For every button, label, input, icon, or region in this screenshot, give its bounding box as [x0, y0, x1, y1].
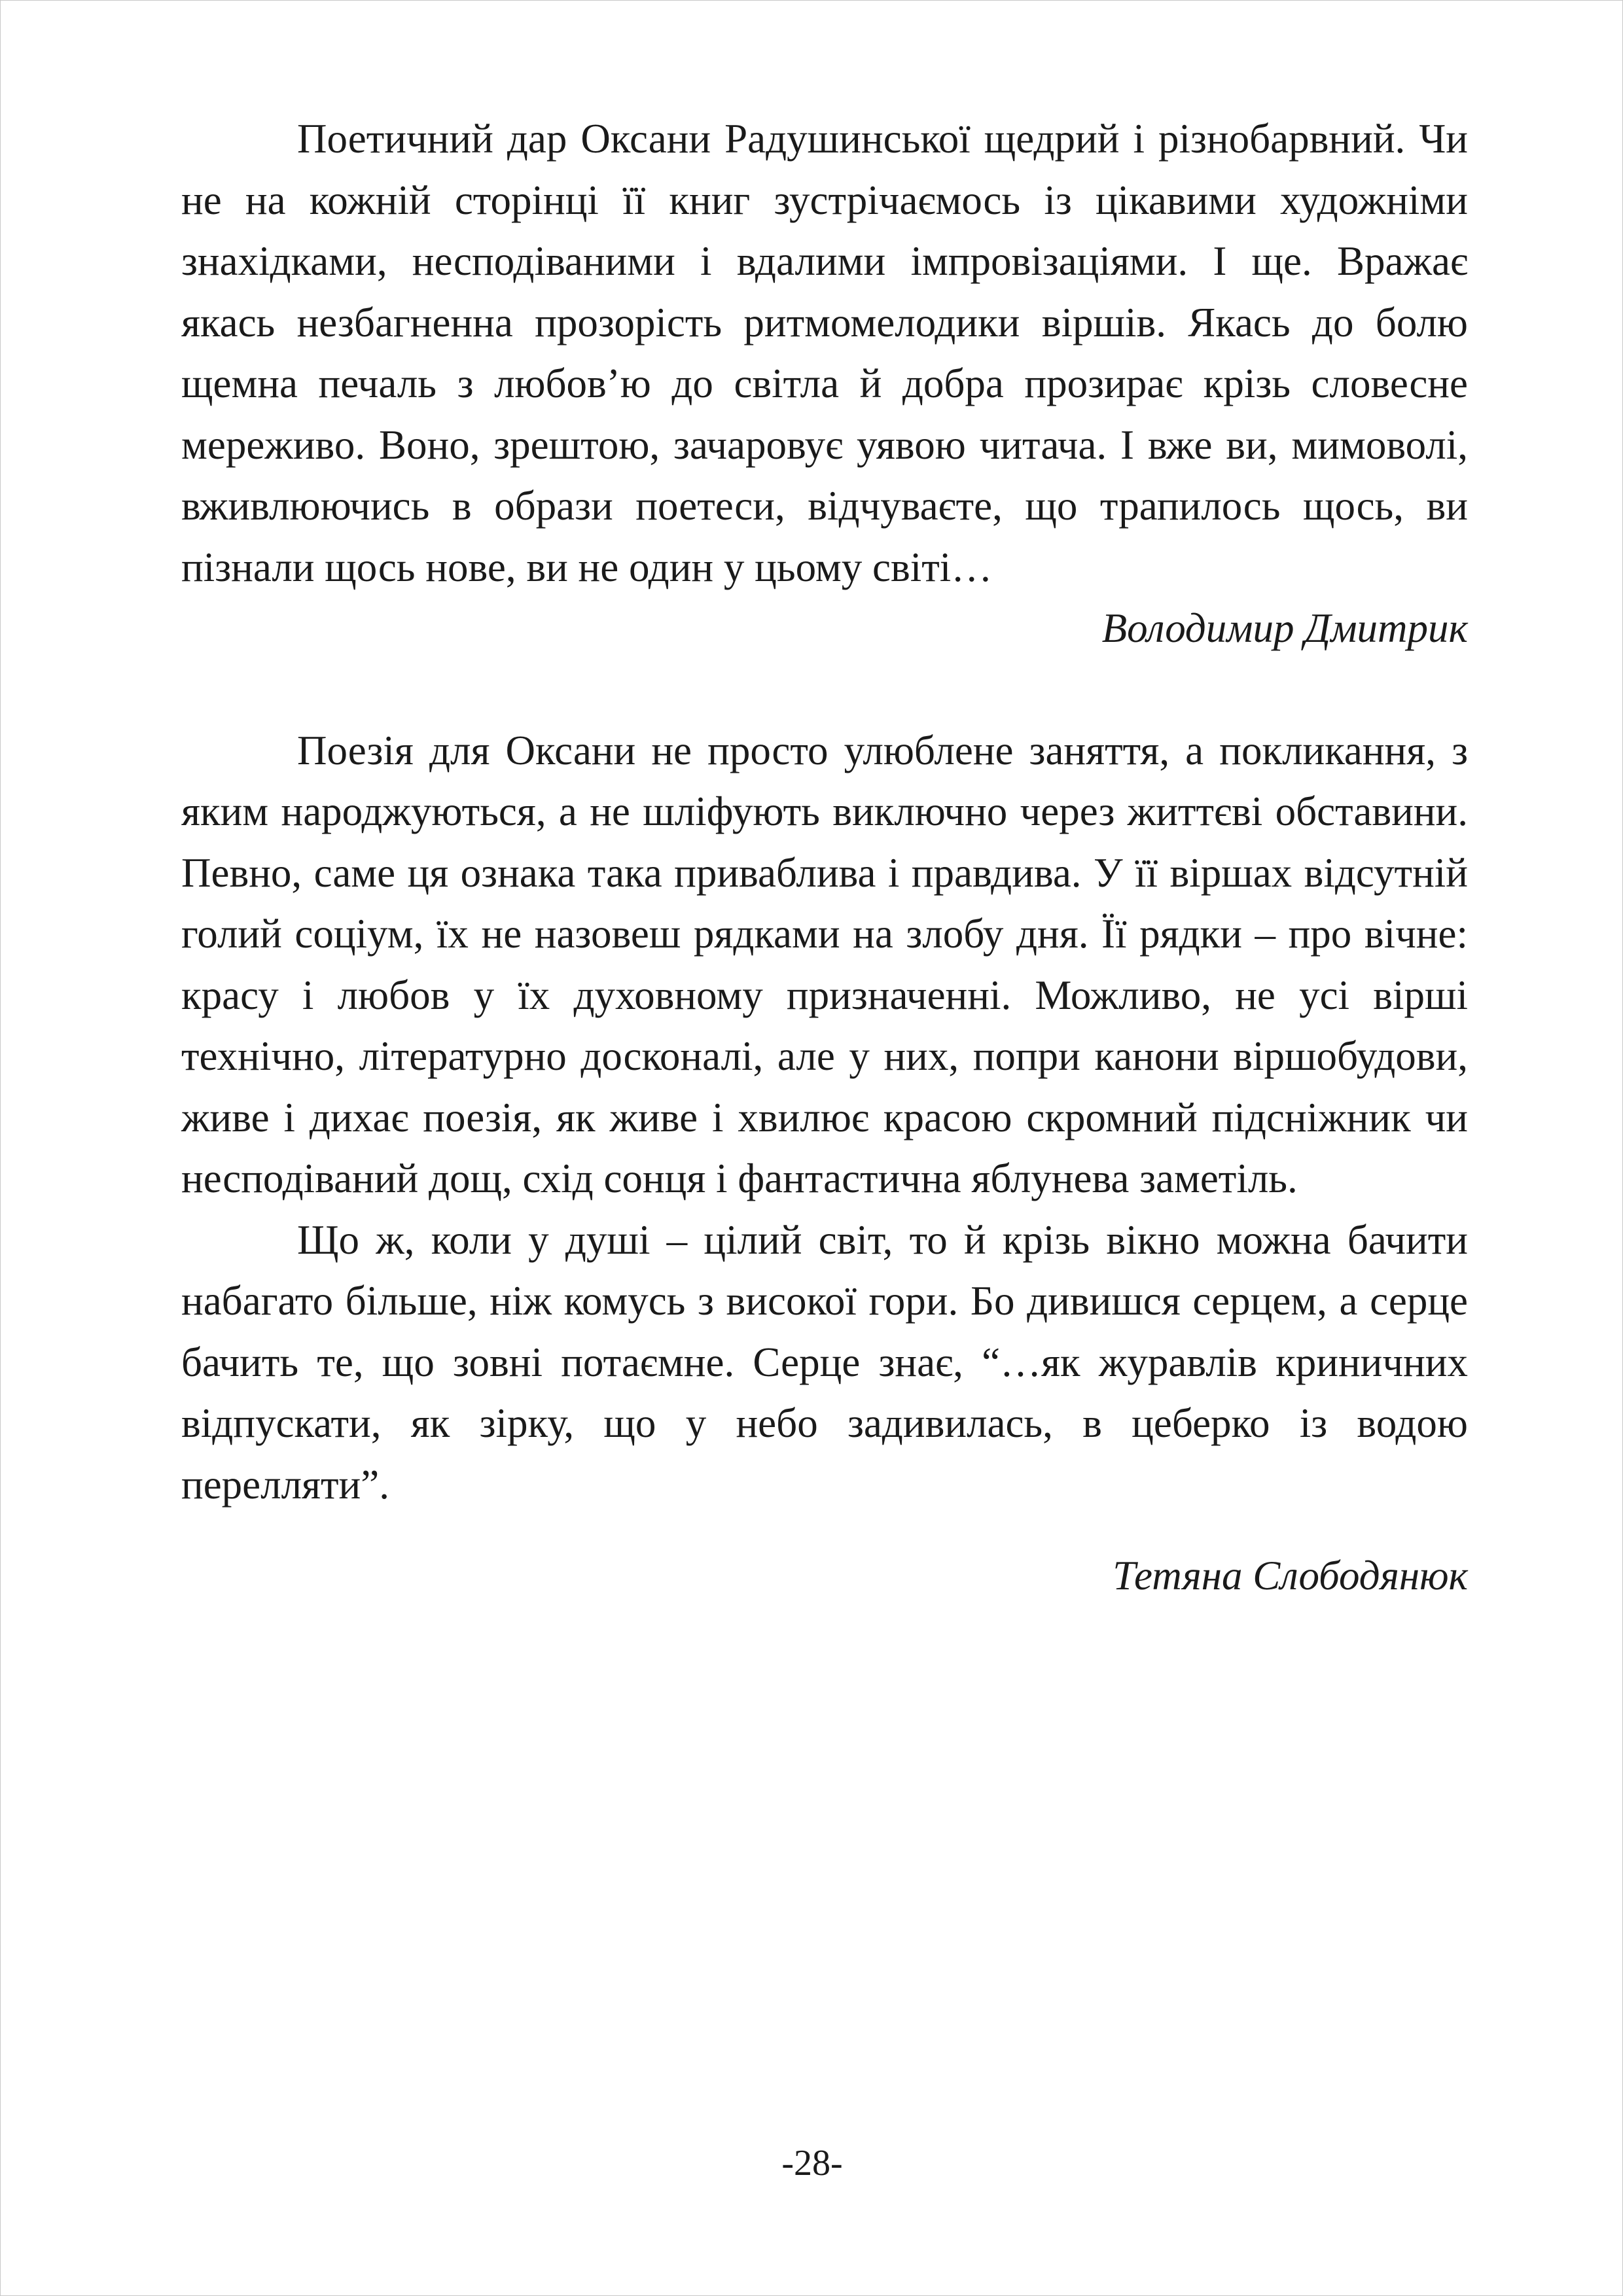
- section-spacer: [181, 660, 1468, 720]
- author-signature-1: Володимир Дмитрик: [1101, 605, 1468, 651]
- signature-spacer: [181, 1515, 1468, 1545]
- review-paragraph-1: Поетичний дар Оксани Радушинської щедрий і різнобарвний. Чи не на кожній сторінці її книг зустрічаємось із цікавими художніми знахідками, несподіваними і вдалими імпровізаціями. І ще. Вражає якась незбагненна прозорість ритмомелодики віршів. Якась до болю щемна печаль з любов’ю до світла й добра прозирає крізь словесне мереживо. Воно, зрештою, зачаровує уявою читача. І вже ви, мимоволі, вживлюючись в образи поетеси, відчуваєте, що трапилось щось, ви пізнали щось нове, ви не один у цьому світі…: [181, 116, 1468, 590]
- review-section-1: [181, 109, 1468, 660]
- review-paragraph-2: Поезія для Оксани не просто улюблене заняття, а покликання, з яким народжуються, а не шліфують виключно через життєві обставини. Певно, саме ця ознака така приваблива і правдива. У її віршах відсутній голий соціум, їх не назовеш рядками на злобу дня. Її рядки – про вічне: красу і любов у їх духовному призначенні. Можливо, не усі вірші технічно, літературно досконалі, але у них, попри канони віршобудови, живе і дихає поезія, як живе і хвилює красою скромний підсніжник чи несподіваний дощ, схід сонця і фантастична яблунева заметіль.: [181, 727, 1468, 1201]
- page-number: -28-: [781, 2143, 843, 2183]
- author-signature-2: Тетяна Слободянюк: [1113, 1553, 1468, 1598]
- review-paragraph-3: Що ж, коли у душі – цілий світ, то й крізь вікно можна бачити набагато більше, ніж комусь з високої гори. Бо дивишся серцем, а серце бачить те, що зовні потаємне. Серце знає, “…як журавлів криничних відпускати, як зірку, що у небо задивилась, в цеберко із водою перелляти”.: [181, 1216, 1468, 1508]
- page-content: [181, 109, 1468, 1607]
- review-section-2: [181, 720, 1468, 1607]
